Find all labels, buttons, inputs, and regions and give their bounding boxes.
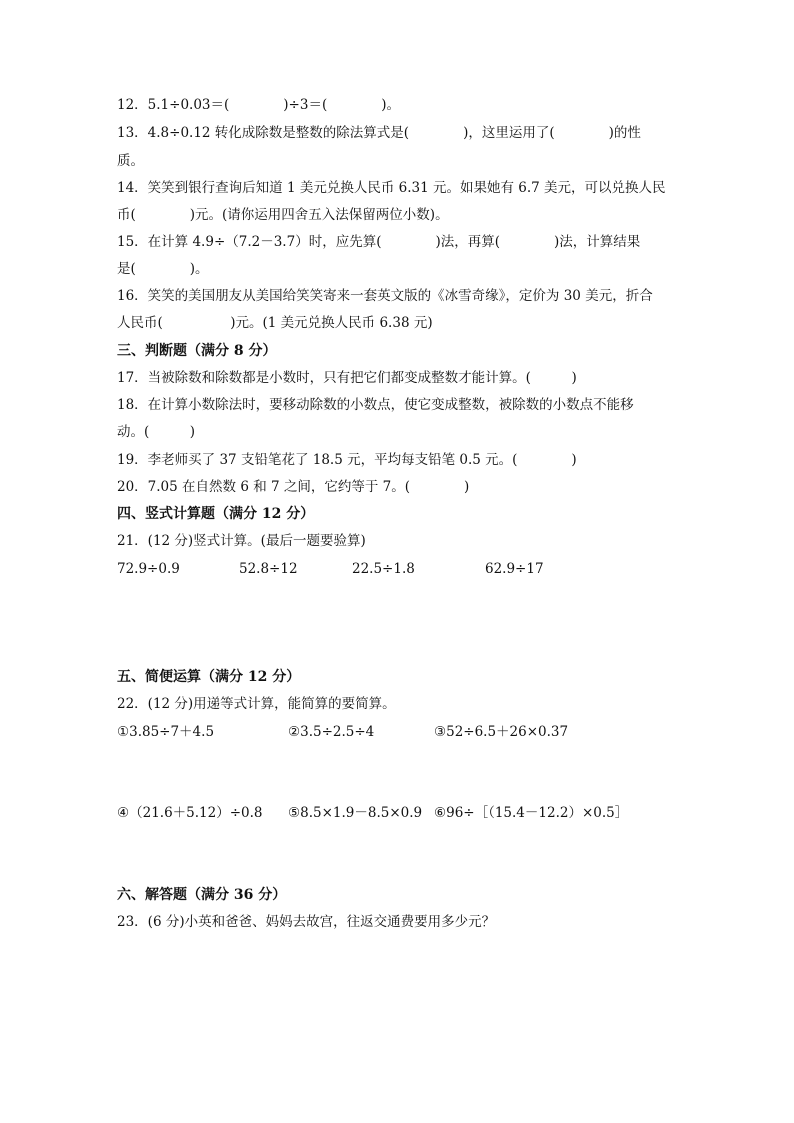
question-19: 19．李老师买了 37 支铅笔花了 18.5 元，平均每支铅笔 0.5 元。( ) [117, 452, 577, 468]
section-3-title: 三、判断题（满分 8 分） [117, 343, 277, 359]
question-18-line2: 动。( ) [117, 424, 196, 440]
question-16-line1: 16．笑笑的美国朋友从美国给笑笑寄来一套英文版的《冰雪奇缘》，定价为 30 美元，折合 [117, 288, 653, 304]
calc-item-2: 52.8÷12 [239, 561, 298, 577]
question-23: 23．(6 分)小英和爸爸、妈妈去故宫，往返交通费要用多少元？ [117, 914, 496, 930]
question-17: 17．当被除数和除数都是小数时，只有把它们都变成整数才能计算。( ) [117, 370, 577, 386]
section-6-title: 六、解答题（满分 36 分） [117, 887, 287, 903]
question-16-line2: 人民币( )元。(1 美元兑换人民币 6.38 元) [117, 315, 433, 331]
question-15-line2: 是( )。 [117, 261, 209, 277]
question-18-line1: 18．在计算小数除法时，要移动除数的小数点，使它变成整数，被除数的小数点不能移 [117, 397, 634, 413]
question-12: 12．5.1÷0.03＝( )÷3＝( )。 [117, 97, 400, 113]
simplify-item-3: ③52÷6.5＋26×0.37 [434, 724, 569, 740]
question-22: 22．(12 分)用递等式计算，能简算的要简算。 [117, 696, 396, 712]
section-5-title: 五、简便运算（满分 12 分） [117, 669, 301, 685]
question-14-line2: 币( )元。(请你运用四舍五入法保留两位小数)。 [117, 207, 449, 223]
simplify-item-6: ⑥96÷［（15.4－12.2）×0.5］ [434, 805, 629, 821]
question-13-line1: 13．4.8÷0.12 转化成除数是整数的除法算式是( )，这里运用了( )的性 [117, 125, 641, 141]
question-13-line2: 质。 [117, 153, 144, 169]
calc-item-3: 22.5÷1.8 [352, 561, 415, 577]
calc-item-4: 62.9÷17 [485, 561, 544, 577]
question-20: 20．7.05 在自然数 6 和 7 之间，它约等于 7。( ) [117, 479, 470, 495]
question-15-line1: 15．在计算 4.9÷（7.2－3.7）时，应先算( )法，再算( )法，计算结果 [117, 234, 641, 250]
simplify-item-4: ④（21.6＋5.12）÷0.8 [117, 805, 263, 821]
simplify-item-5: ⑤8.5×1.9－8.5×0.9 [288, 805, 423, 821]
question-14-line1: 14．笑笑到银行查询后知道 1 美元兑换人民币 6.31 元。如果她有 6.7 美元，可以兑换人民 [117, 180, 666, 196]
calc-item-1: 72.9÷0.9 [117, 561, 180, 577]
question-21: 21．(12 分)竖式计算。(最后一题要验算) [117, 533, 366, 549]
section-4-title: 四、竖式计算题（满分 12 分） [117, 506, 315, 522]
simplify-item-1: ①3.85÷7＋4.5 [117, 724, 215, 740]
simplify-item-2: ②3.5÷2.5÷4 [288, 724, 375, 740]
